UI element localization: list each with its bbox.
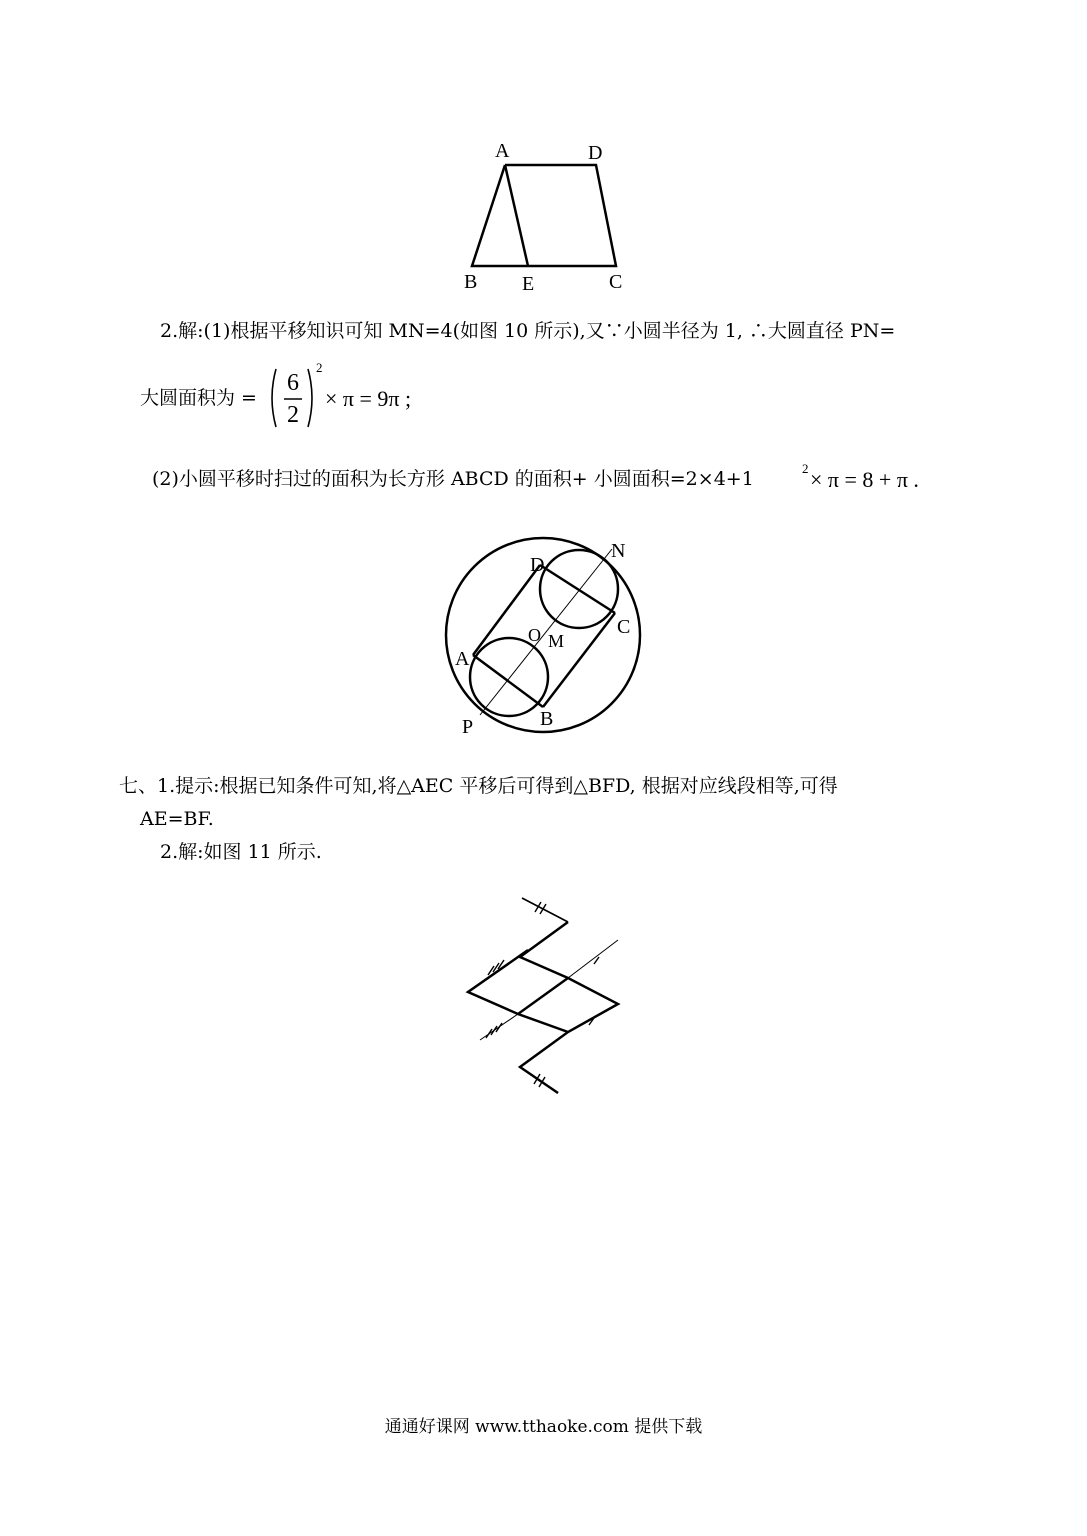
diameter-ab [473,655,543,707]
footer-text: 通通好课网 www.tthaoke.com 提供下载 [384,1417,703,1437]
label-n: N [611,540,626,562]
label-o: O [528,625,541,645]
fraction-denominator: 2 [287,402,299,428]
label-p: P [462,716,474,738]
segment-ae [505,165,528,266]
zigzag-figure [460,890,630,1105]
trapezoid-outline [472,165,616,266]
section7-line3: 2.解:如图 11 所示. [160,841,322,863]
label-b2: B [540,708,554,730]
label-b: B [464,271,478,293]
tick-marks [486,902,599,1087]
label-c2: C [617,616,631,638]
q2-line2-rest: × π = 9π ; [325,386,412,411]
circles-figure [440,535,650,745]
diameter-dc [540,565,615,613]
q2-line1: 2.解:(1)根据平移知识可知 MN=4(如图 10 所示),又∵小圆半径为 1, ∴大圆直径 PN= [160,320,896,342]
small-circle-bottom [470,638,548,716]
q2-line3: (2)小圆平移时扫过的面积为长方形 ABCD 的面积+ 小圆面积=2×4+1 [152,468,754,490]
label-d2: D [530,554,545,576]
zigzag-path [520,922,618,1093]
mid-diagonal [518,1014,568,1032]
fraction-numerator: 6 [287,370,299,396]
left-zigzag [468,950,568,1014]
label-m: M [548,631,565,651]
section7-line1: 七、1.提示:根据已知条件可知,将△AEC 平移后可得到△BFD, 根据对应线段相等,可得 [119,775,838,797]
label-c: C [609,271,623,293]
fraction-exponent: 2 [316,360,323,375]
q2-line2-prefix: 大圆面积为 = [140,387,257,409]
label-a2: A [455,648,470,670]
top-connector [522,898,568,922]
label-e: E [522,273,535,295]
section7-line2: AE=BF. [140,808,214,830]
bottom-connector [520,1067,558,1093]
ray-right [568,940,618,978]
q2-line3-end: × π = 8 + π . [810,467,919,492]
label-d: D [588,142,603,164]
label-a: A [495,140,510,162]
trapezoid-figure [450,135,650,300]
q2-line3-exp: 2 [802,461,809,476]
